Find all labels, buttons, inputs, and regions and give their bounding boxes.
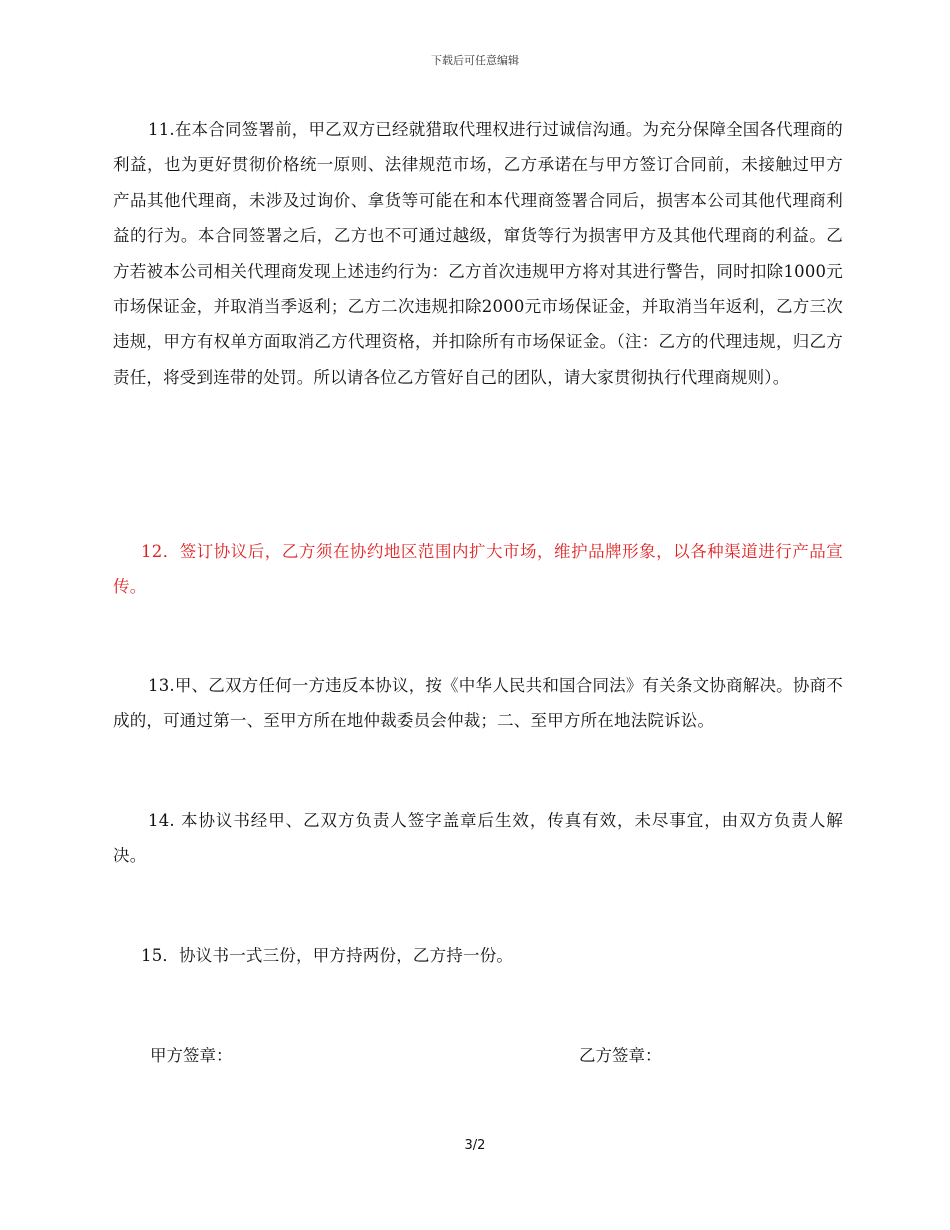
clause-14: 14. 本协议书经甲、乙双方负责人签字盖章后生效，传真有效，未尽事宜，由双方负责人解决。 [113,811,843,866]
clause-12: 12．签订协议后，乙方须在协约地区范围内扩大市场，维护品牌形象，以各种渠道进行产品宣传。 [113,542,843,597]
page-number: 3/2 [464,1138,486,1153]
party-a-signature-label: 甲方签章： [150,1046,233,1065]
clause-13: 13.甲、乙双方任何一方违反本协议，按《中华人民共和国合同法》有关条文协商解决。协商不成的，可通过第一、至甲方所在地仲裁委员会仲裁；二、至甲方所在地法院诉讼。 [113,676,843,731]
clause-15: 15．协议书一式三份，甲方持两份，乙方持一份。 [141,946,514,965]
page-header: 下载后可任意编辑 [431,54,519,67]
party-b-signature-label: 乙方签章： [579,1046,662,1065]
clause-11: 11.在本合同签署前，甲乙双方已经就猎取代理权进行过诚信沟通。为充分保障全国各代理商的利益，也为更好贯彻价格统一原则、法律规范市场，乙方承诺在与甲方签订合同前，未接触过甲方产品其他代理商，未涉及过询价、拿货等可能在和本代理商签署合同后，损害本公司其他代理商利益的行为。本合同签署之后，乙方也不可通过越级，窜货等行为损害甲方及其他代理商的利益。乙方若被本公司相关代理商发现上述违约行为：乙方首次违规甲方将对其进行警告，同时扣除1000元市场保证金，并取消当季返利；乙方二次违规扣除2000元市场保证金，并取消当年返利，乙方三次违规，甲方有权单方面取消乙方代理资格，并扣除所有市场保证金。（注：乙方的代理违规，归乙方责任，将受到连带的处罚。所以请各位乙方管好自己的团队，请大家贯彻执行代理商规则）。 [113,120,843,387]
